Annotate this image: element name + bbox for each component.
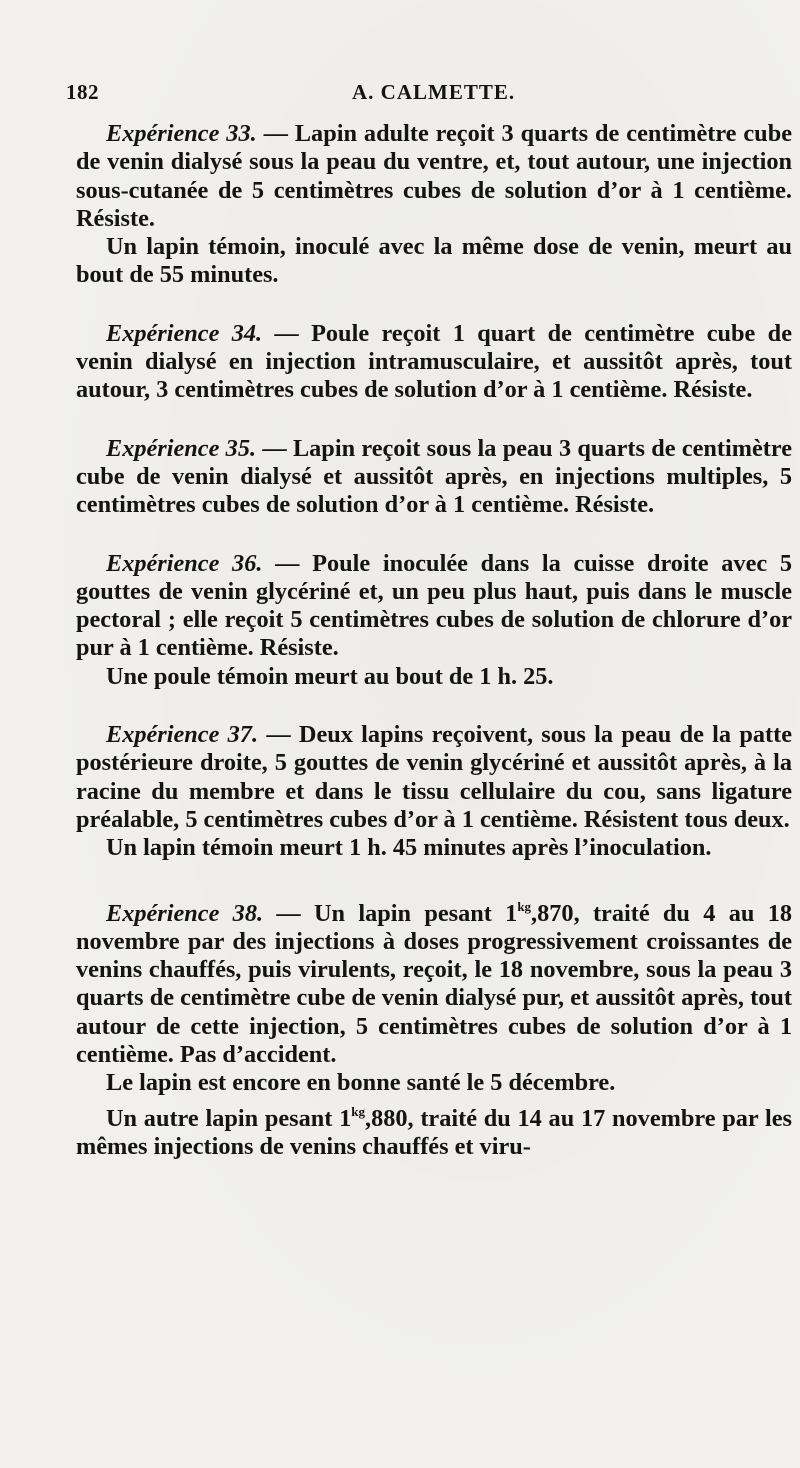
running-head: A. CALMETTE. xyxy=(352,80,516,104)
unit-kg: kg xyxy=(517,898,532,914)
experiment-label: Expérience 33. xyxy=(106,120,257,147)
paragraph-experience-33 xyxy=(76,120,792,233)
paragraph-text: — Deux lapins reçoivent, sous la peau de la patte postérieure droite, 5 gouttes de venin glycériné et aussitôt après, à la racine du membre et dans le tissu cellulaire du cou, sans ligature préalable, 5 centimètres cubes d’or à 1 centième. Résistent tous deux. xyxy=(76,721,792,833)
paragraph-followup-38 xyxy=(76,1069,792,1097)
paragraph-text: Une poule témoin meurt au bout de 1 h. 25. xyxy=(106,662,554,690)
paragraph-text: Le lapin est encore en bonne santé le 5 décembre. xyxy=(106,1069,616,1097)
paragraph-control-33 xyxy=(76,233,792,290)
paragraph-control-36 xyxy=(76,663,792,691)
paragraph-text: — Un lapin pesant 1 xyxy=(263,899,518,927)
paragraph-experience-36 xyxy=(76,550,792,663)
paragraph-experience-35 xyxy=(76,435,792,520)
paragraph-text: Un lapin témoin meurt 1 h. 45 minutes après l’inoculation. xyxy=(106,834,712,862)
paragraph-text: — Lapin reçoit sous la peau 3 quarts de centimètre cube de venin dialysé et aussitôt après, en injections multiples, 5 centimètres cubes de solution d’or à 1 centième. Résiste. xyxy=(76,434,792,519)
paragraph-experience-37 xyxy=(76,721,792,834)
paragraph-text: — Poule reçoit 1 quart de centimètre cube de venin dialysé en injection intramusculaire, et aussitôt après, tout autour, 3 centimètres cubes de solution d’or à 1 centième. Résiste. xyxy=(76,319,792,404)
paragraph-text: Un autre lapin pesant 1 xyxy=(106,1104,352,1132)
paragraph-text: ,870, traité du 4 au 18 novembre par des injections à doses progressivement croissantes de venins chauffés, puis virulents, reçoit, le 18 novembre, sous la peau 3 quarts de centimètre cube de venin dialysé pur, et aussitôt après, tout autour de cette injection, 5 centimètres cubes de solution d’or à 1 centième. Pas d’accident. xyxy=(76,899,792,1069)
paragraph-text: ,880, traité du 14 au 17 novembre par les mêmes injections de venins chauffés et viru- xyxy=(76,1104,792,1160)
experiment-label: Expérience 34. xyxy=(106,319,263,347)
experiment-label: Expérience 37. xyxy=(106,721,259,749)
unit-kg: kg xyxy=(351,1103,365,1119)
paragraph-text: — Lapin adulte reçoit 3 quarts de centimètre cube de venin dialysé sous la peau du ventre, et, tout autour, une injection sous-cutanée de 5 centimètres cubes de solution d’or à 1 centième. Résiste. xyxy=(76,120,792,232)
page-number: 182 xyxy=(66,80,99,104)
paragraph-second-rabbit xyxy=(76,1098,792,1162)
experiment-label: Expérience 38. xyxy=(106,899,264,927)
body-text xyxy=(76,120,792,1161)
page-header xyxy=(66,80,760,110)
paragraph-text: Un lapin témoin, inoculé avec la même dose de venin, meurt au bout de 55 minutes. xyxy=(76,233,792,289)
paragraph-text: — Poule inoculée dans la cuisse droite avec 5 gouttes de venin glycériné et, un peu plus haut, puis dans le muscle pectoral ; elle reçoit 5 centimètres cubes de solution de chlorure d’or pur à 1 centième. Résiste. xyxy=(76,549,792,662)
paragraph-control-37 xyxy=(76,834,792,862)
paragraph-experience-38 xyxy=(76,893,792,1070)
experiment-label: Expérience 36. xyxy=(106,549,263,577)
paragraph-experience-34 xyxy=(76,320,792,405)
experiment-label: Expérience 35. xyxy=(106,434,257,462)
